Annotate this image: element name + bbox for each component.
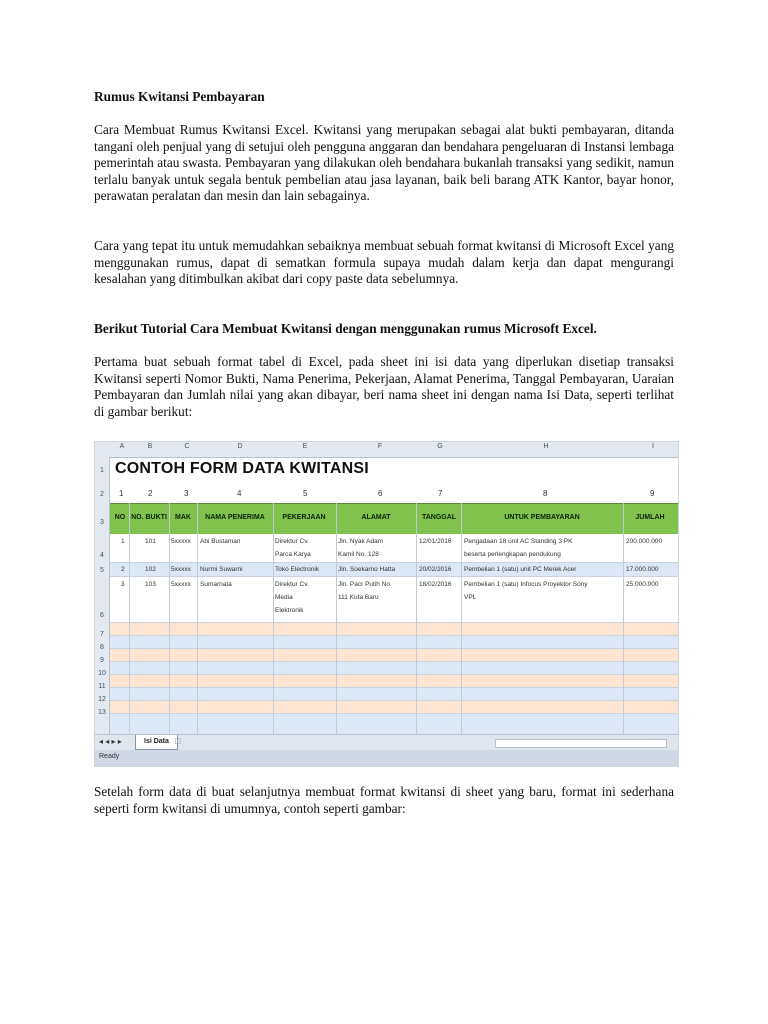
col-header-f: F: [377, 443, 383, 450]
cell-nama: Nurmi Suwarni: [200, 566, 243, 573]
cell-alamat: Kamil No. 128: [338, 551, 379, 558]
cell-bukti: 101: [145, 538, 156, 545]
cell-nama: Sumarnata: [200, 581, 232, 588]
cell-pekerjaan: Toko Electronik: [275, 566, 320, 573]
cell-no: 3: [121, 581, 125, 588]
excel-screenshot: [94, 441, 679, 767]
cell-alamat: Jln. Pacr Putih No.: [338, 581, 392, 588]
cell-uraian: Pembelian 1 (satu) unit PC Merek Acer: [464, 566, 577, 573]
cell-alamat: 111 Kuta Baru: [338, 594, 379, 601]
row-header-bar: [95, 457, 110, 734]
cell-mak: 5xxxxx: [171, 581, 191, 588]
col-header-d: D: [237, 443, 243, 450]
grid-line: [336, 503, 337, 734]
header-no: NO: [114, 514, 126, 521]
paragraph-next-step: Setelah form data di buat selanjutnya membuat format kwitansi di sheet yang baru, format ini sederhana seperti form kwitansi di umumnya, contoh seperti gambar:: [94, 784, 674, 816]
row-header: 10: [98, 670, 106, 677]
row-header: 11: [98, 683, 106, 690]
col-header-g: G: [437, 443, 443, 450]
cell-no: 1: [121, 538, 125, 545]
horizontal-scrollbar[interactable]: [495, 739, 667, 748]
cell-pekerjaan: Elektronik: [275, 607, 304, 614]
col-header-e: E: [302, 443, 308, 450]
cell-alamat: Jln. Soekarno Hatta: [338, 566, 396, 573]
table-row: [110, 534, 678, 562]
cell-pekerjaan: Parca Karya: [275, 551, 311, 558]
cell-uraian: VPL: [464, 594, 477, 601]
row-header: 3: [100, 519, 104, 526]
row-header: 1: [100, 467, 104, 474]
cell-bukti: 102: [145, 566, 156, 573]
cell-tanggal: 20/02/2016: [419, 566, 452, 573]
table-row: [110, 636, 678, 648]
column-number: 2: [148, 489, 153, 498]
row-header: 8: [100, 644, 104, 651]
col-header-a: A: [119, 443, 125, 450]
cell-pekerjaan: Media: [275, 594, 293, 601]
cell-nama: Abi Bustaman: [200, 538, 241, 545]
column-header-bar: [95, 442, 678, 458]
row-header: 7: [100, 631, 104, 638]
cell-alamat: Jln. Nyak Adam: [338, 538, 384, 545]
row-header: 13: [98, 709, 106, 716]
column-number: 8: [543, 489, 548, 498]
table-row: [110, 714, 678, 734]
header-pekerjaan: PEKERJAAN: [282, 514, 326, 521]
grid-line: [110, 648, 678, 649]
cell-jumlah: 17.000.000: [626, 566, 659, 573]
cell-pekerjaan: Direktur Cv.: [275, 538, 309, 545]
add-sheet-icon[interactable]: □: [175, 736, 181, 746]
status-text: Ready: [99, 753, 120, 760]
grid-line: [110, 635, 678, 636]
cell-mak: 5xxxxx: [171, 538, 191, 545]
header-jumlah: JUMLAH: [635, 514, 665, 521]
column-number: 3: [184, 489, 189, 498]
header-mak: MAK: [175, 514, 191, 521]
sheet-tab-isi-data[interactable]: Isi Data: [135, 735, 178, 750]
col-header-i: I: [652, 443, 654, 450]
header-alamat: ALAMAT: [361, 514, 391, 521]
cell-no: 2: [121, 566, 125, 573]
grid-line: [110, 700, 678, 701]
cell-tanggal: 18/02/2016: [419, 581, 452, 588]
grid-line: [273, 503, 274, 734]
row-header: 5: [100, 567, 104, 574]
grid-line: [110, 622, 678, 623]
cell-jumlah: 200.000.000: [626, 538, 663, 545]
cell-pekerjaan: Direktur Cv.: [275, 581, 309, 588]
col-header-c: C: [184, 443, 190, 450]
document-title: Rumus Kwitansi Pembayaran: [94, 89, 265, 104]
grid-line: [110, 713, 678, 714]
grid-line: [110, 661, 678, 662]
paragraph-step-one: Pertama buat sebuah format tabel di Excel, pada sheet ini isi data yang diperlukan disetiap transaksi Kwitansi seperti Nomor Bukti, Nama Penerima, Pekerjaan, Alamat Penerima, Tanggal Pembayaran, Uaraian Pembayaran dan Jumlah nilai yang akan dibayar, beri nama sheet ini dengan nama Isi Data, seperti terlihat di gambar berikut:: [94, 354, 674, 419]
grid-line: [129, 503, 130, 734]
column-number: 9: [650, 489, 655, 498]
grid-line: [461, 503, 462, 734]
row-header: 2: [100, 491, 104, 498]
grid-line: [110, 687, 678, 688]
row-header: 12: [98, 696, 106, 703]
grid-line: [623, 503, 624, 734]
row-header: 4: [100, 552, 104, 559]
table-row: [110, 688, 678, 700]
grid-line: [110, 576, 678, 577]
row-header: 9: [100, 657, 104, 664]
status-bar: [95, 750, 678, 766]
grid-line: [110, 674, 678, 675]
col-header-h: H: [543, 443, 549, 450]
paragraph-intro: Cara Membuat Rumus Kwitansi Excel. Kwitansi yang merupakan sebagai alat bukti pembayaran, ditanda tangani oleh penjual yang di setujui oleh pengguna anggaran dan bendahara pengeluaran di Instansi lembaga pemerintah atau swasta. Pembayaran yang dilakukan oleh bendahara bukanlah transaksi yang sedikit, namun terlalu banyak untuk segala bentuk pembelian atau jasa layanan, baik beli barang ATK Kantor, bayar honor, perawatan peralatan dan mesin dan lain sebagainya.: [94, 122, 674, 204]
cell-uraian: Pembelian 1 (satu) Infocus Proyektor Sony: [464, 581, 588, 588]
column-number: 1: [119, 489, 124, 498]
paragraph-method: Cara yang tepat itu untuk memudahkan sebaiknya membuat sebuah format kwitansi di Microsoft Excel yang menggunakan rumus, dapat di sematkan formula supaya mudah dalam kerja dan dapat mengurangi kesalahan yang ditimbulkan akibat dari copy paste data sebelumnya.: [94, 238, 674, 287]
sheet-title: CONTOH FORM DATA KWITANSI: [115, 460, 369, 477]
column-number: 6: [378, 489, 383, 498]
header-tanggal: TANGGAL: [421, 514, 457, 521]
column-number: 7: [438, 489, 443, 498]
row-header: 6: [100, 612, 104, 619]
grid-line: [416, 503, 417, 734]
tutorial-subheading: Berikut Tutorial Cara Membuat Kwitansi dengan menggunakan rumus Microsoft Excel.: [94, 321, 597, 336]
table-row: [110, 662, 678, 674]
table-row: [110, 577, 678, 622]
header-nama-penerima: NAMA PENERIMA: [205, 514, 265, 521]
cell-bukti: 103: [145, 581, 156, 588]
cell-uraian: beserta perlengkapan pendukung: [464, 551, 561, 558]
table-row: [110, 701, 678, 713]
header-untuk-pembayaran: UNTUK PEMBAYARAN: [504, 514, 580, 521]
column-number: 4: [237, 489, 242, 498]
table-row: [110, 649, 678, 661]
table-row: [110, 623, 678, 635]
header-no-bukti: NO. BUKTI: [131, 514, 167, 521]
sheet-tab-bar: [95, 734, 678, 750]
table-header-row: [110, 503, 678, 535]
sheet-nav-arrows-icon[interactable]: ◂ ◂ ▸ ▸: [99, 737, 122, 746]
table-row: [110, 675, 678, 687]
cell-uraian: Pengadaan 18 unit AC Standing 3 PK: [464, 538, 573, 545]
grid-line: [197, 503, 198, 734]
column-number: 5: [303, 489, 308, 498]
cell-tanggal: 12/01/2016: [419, 538, 452, 545]
grid-line: [169, 503, 170, 734]
col-header-b: B: [147, 443, 153, 450]
cell-mak: 5xxxxx: [171, 566, 191, 573]
cell-jumlah: 25.000.000: [626, 581, 659, 588]
